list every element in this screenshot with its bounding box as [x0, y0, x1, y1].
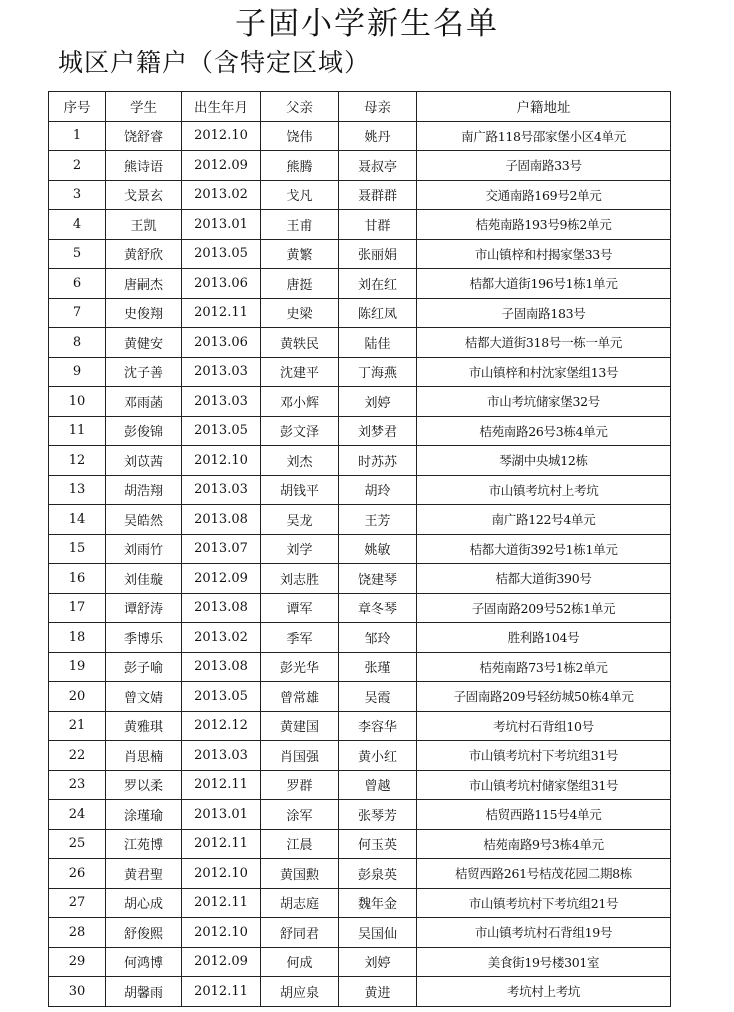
cell-student-name: 黄雅琪	[106, 711, 182, 741]
cell-father-name: 谭军	[261, 593, 339, 623]
cell-father-name: 胡应泉	[261, 977, 339, 1007]
cell-student-name: 刘佳璇	[106, 564, 182, 594]
cell-birth-date: 2013.08	[182, 652, 261, 682]
cell-mother-name: 吴霞	[339, 682, 417, 712]
cell-father-name: 沈建平	[261, 357, 339, 387]
cell-father-name: 王甫	[261, 210, 339, 240]
cell-birth-date: 2012.09	[182, 947, 261, 977]
cell-student-name: 黄君聖	[106, 859, 182, 889]
cell-birth-date: 2013.08	[182, 505, 261, 535]
cell-father-name: 罗群	[261, 770, 339, 800]
cell-father-name: 舒同君	[261, 918, 339, 948]
cell-father-name: 熊腾	[261, 151, 339, 181]
cell-student-name: 黄健安	[106, 328, 182, 358]
cell-mother-name: 李容华	[339, 711, 417, 741]
table-row	[49, 829, 671, 859]
cell-father-name: 季军	[261, 623, 339, 653]
cell-father-name: 唐挺	[261, 269, 339, 299]
cell-birth-date: 2012.11	[182, 888, 261, 918]
cell-student-name: 史俊翔	[106, 298, 182, 328]
cell-student-name: 何鸿博	[106, 947, 182, 977]
cell-serial-number: 8	[49, 328, 106, 358]
cell-address: 南广路118号邵家堡小区4单元	[417, 121, 671, 151]
cell-birth-date: 2013.03	[182, 475, 261, 505]
table-row	[49, 269, 671, 299]
cell-mother-name: 黄小红	[339, 741, 417, 771]
table-row	[49, 888, 671, 918]
cell-birth-date: 2012.09	[182, 151, 261, 181]
cell-birth-date: 2013.01	[182, 800, 261, 830]
cell-address: 市山镇考坑村上考坑	[417, 475, 671, 505]
cell-address: 子固南路33号	[417, 151, 671, 181]
cell-serial-number: 15	[49, 534, 106, 564]
table-row	[49, 564, 671, 594]
cell-serial-number: 13	[49, 475, 106, 505]
cell-mother-name: 张瑾	[339, 652, 417, 682]
cell-address: 市山镇梓和村沈家堡组13号	[417, 357, 671, 387]
cell-birth-date: 2013.03	[182, 387, 261, 417]
cell-serial-number: 24	[49, 800, 106, 830]
cell-student-name: 刘雨竹	[106, 534, 182, 564]
cell-father-name: 何成	[261, 947, 339, 977]
table-header-row	[49, 92, 671, 122]
header-student: 学生	[106, 92, 182, 122]
cell-serial-number: 3	[49, 180, 106, 210]
table-row	[49, 151, 671, 181]
cell-student-name: 谭舒涛	[106, 593, 182, 623]
cell-mother-name: 陈红凤	[339, 298, 417, 328]
cell-address: 市山考坑储家堡32号	[417, 387, 671, 417]
cell-serial-number: 4	[49, 210, 106, 240]
cell-student-name: 胡浩翔	[106, 475, 182, 505]
cell-birth-date: 2013.05	[182, 416, 261, 446]
table-row	[49, 682, 671, 712]
table-row	[49, 328, 671, 358]
cell-serial-number: 9	[49, 357, 106, 387]
cell-father-name: 戈凡	[261, 180, 339, 210]
cell-student-name: 沈子善	[106, 357, 182, 387]
header-father: 父亲	[261, 92, 339, 122]
cell-student-name: 刘苡茜	[106, 446, 182, 476]
table-row	[49, 239, 671, 269]
cell-serial-number: 7	[49, 298, 106, 328]
cell-serial-number: 6	[49, 269, 106, 299]
cell-birth-date: 2013.08	[182, 593, 261, 623]
cell-serial-number: 27	[49, 888, 106, 918]
cell-mother-name: 聂叔亭	[339, 151, 417, 181]
cell-father-name: 黄繁	[261, 239, 339, 269]
cell-student-name: 熊诗语	[106, 151, 182, 181]
table-row	[49, 357, 671, 387]
cell-student-name: 涂瑾瑜	[106, 800, 182, 830]
cell-student-name: 邓雨菡	[106, 387, 182, 417]
cell-address: 南广路122号4单元	[417, 505, 671, 535]
cell-birth-date: 2013.01	[182, 210, 261, 240]
cell-mother-name: 陆佳	[339, 328, 417, 358]
cell-mother-name: 张丽娟	[339, 239, 417, 269]
cell-mother-name: 彭泉英	[339, 859, 417, 889]
cell-birth-date: 2013.06	[182, 328, 261, 358]
table-body	[49, 121, 671, 1006]
cell-address: 考坑村上考坑	[417, 977, 671, 1007]
cell-father-name: 邓小辉	[261, 387, 339, 417]
cell-father-name: 史梁	[261, 298, 339, 328]
cell-serial-number: 11	[49, 416, 106, 446]
cell-mother-name: 王芳	[339, 505, 417, 535]
table-row	[49, 121, 671, 151]
cell-birth-date: 2013.02	[182, 623, 261, 653]
cell-father-name: 曾常雄	[261, 682, 339, 712]
cell-address: 桔苑南路26号3栋4单元	[417, 416, 671, 446]
cell-mother-name: 刘婷	[339, 947, 417, 977]
cell-father-name: 彭文泽	[261, 416, 339, 446]
cell-father-name: 胡志庭	[261, 888, 339, 918]
cell-father-name: 吴龙	[261, 505, 339, 535]
cell-mother-name: 时苏苏	[339, 446, 417, 476]
cell-mother-name: 刘梦君	[339, 416, 417, 446]
cell-birth-date: 2013.03	[182, 357, 261, 387]
cell-address: 桔都大道街392号1栋1单元	[417, 534, 671, 564]
cell-serial-number: 17	[49, 593, 106, 623]
cell-mother-name: 姚敏	[339, 534, 417, 564]
cell-birth-date: 2013.03	[182, 741, 261, 771]
cell-birth-date: 2013.05	[182, 239, 261, 269]
header-birth-date: 出生年月	[182, 92, 261, 122]
cell-mother-name: 黄进	[339, 977, 417, 1007]
cell-birth-date: 2013.05	[182, 682, 261, 712]
cell-serial-number: 12	[49, 446, 106, 476]
cell-student-name: 肖思楠	[106, 741, 182, 771]
header-mother: 母亲	[339, 92, 417, 122]
table-row	[49, 210, 671, 240]
cell-father-name: 涂军	[261, 800, 339, 830]
cell-mother-name: 饶建琴	[339, 564, 417, 594]
cell-father-name: 刘志胜	[261, 564, 339, 594]
cell-student-name: 戈景玄	[106, 180, 182, 210]
cell-mother-name: 吴国仙	[339, 918, 417, 948]
section-subtitle: 城区户籍户（含特定区域）	[58, 48, 371, 77]
cell-mother-name: 邹玲	[339, 623, 417, 653]
table-row	[49, 918, 671, 948]
cell-birth-date: 2012.10	[182, 446, 261, 476]
cell-student-name: 王凯	[106, 210, 182, 240]
cell-serial-number: 25	[49, 829, 106, 859]
table-row	[49, 770, 671, 800]
cell-father-name: 胡钱平	[261, 475, 339, 505]
cell-serial-number: 23	[49, 770, 106, 800]
cell-father-name: 黄建国	[261, 711, 339, 741]
cell-mother-name: 何玉英	[339, 829, 417, 859]
cell-address: 市山镇考坑村石背组19号	[417, 918, 671, 948]
cell-address: 市山镇梓和村揭家堡33号	[417, 239, 671, 269]
cell-serial-number: 14	[49, 505, 106, 535]
cell-student-name: 罗以柔	[106, 770, 182, 800]
cell-mother-name: 聂群群	[339, 180, 417, 210]
cell-birth-date: 2013.02	[182, 180, 261, 210]
cell-student-name: 黄舒欣	[106, 239, 182, 269]
cell-student-name: 季博乐	[106, 623, 182, 653]
cell-serial-number: 5	[49, 239, 106, 269]
cell-student-name: 唐嗣杰	[106, 269, 182, 299]
table-row	[49, 505, 671, 535]
cell-birth-date: 2012.10	[182, 121, 261, 151]
cell-address: 市山镇考坑村下考坑组31号	[417, 741, 671, 771]
cell-mother-name: 甘群	[339, 210, 417, 240]
cell-father-name: 刘杰	[261, 446, 339, 476]
cell-address: 市山镇考坑村下考坑组21号	[417, 888, 671, 918]
table-row	[49, 593, 671, 623]
table-row	[49, 180, 671, 210]
cell-serial-number: 28	[49, 918, 106, 948]
cell-mother-name: 姚丹	[339, 121, 417, 151]
cell-father-name: 江晨	[261, 829, 339, 859]
cell-serial-number: 26	[49, 859, 106, 889]
cell-serial-number: 30	[49, 977, 106, 1007]
cell-address: 桔贸西路115号4单元	[417, 800, 671, 830]
cell-birth-date: 2012.11	[182, 770, 261, 800]
cell-address: 胜利路104号	[417, 623, 671, 653]
cell-birth-date: 2012.11	[182, 829, 261, 859]
table-row	[49, 711, 671, 741]
cell-student-name: 彭子喻	[106, 652, 182, 682]
cell-student-name: 胡心成	[106, 888, 182, 918]
header-household-address: 户籍地址	[417, 92, 671, 122]
cell-father-name: 黄国勲	[261, 859, 339, 889]
cell-mother-name: 刘婷	[339, 387, 417, 417]
cell-address: 交通南路169号2单元	[417, 180, 671, 210]
cell-serial-number: 22	[49, 741, 106, 771]
cell-birth-date: 2012.12	[182, 711, 261, 741]
cell-birth-date: 2012.11	[182, 298, 261, 328]
table-row	[49, 416, 671, 446]
cell-address: 市山镇考坑村储家堡组31号	[417, 770, 671, 800]
cell-birth-date: 2012.09	[182, 564, 261, 594]
cell-address: 琴湖中央城12栋	[417, 446, 671, 476]
cell-father-name: 彭光华	[261, 652, 339, 682]
cell-mother-name: 曾越	[339, 770, 417, 800]
cell-mother-name: 魏年金	[339, 888, 417, 918]
cell-address: 桔都大道街196号1栋1单元	[417, 269, 671, 299]
table-row	[49, 298, 671, 328]
cell-address: 桔苑南路9号3栋4单元	[417, 829, 671, 859]
cell-student-name: 彭俊锦	[106, 416, 182, 446]
cell-serial-number: 29	[49, 947, 106, 977]
table-row	[49, 800, 671, 830]
cell-address: 桔都大道街390号	[417, 564, 671, 594]
student-roster-table	[48, 91, 671, 1007]
table-row	[49, 977, 671, 1007]
cell-address: 美食街19号楼301室	[417, 947, 671, 977]
cell-birth-date: 2012.10	[182, 918, 261, 948]
cell-father-name: 黄轶民	[261, 328, 339, 358]
cell-address: 考坑村石背组10号	[417, 711, 671, 741]
cell-student-name: 吴皓然	[106, 505, 182, 535]
cell-father-name: 肖国强	[261, 741, 339, 771]
cell-address: 桔苑南路193号9栋2单元	[417, 210, 671, 240]
cell-address: 桔苑南路73号1栋2单元	[417, 652, 671, 682]
cell-serial-number: 21	[49, 711, 106, 741]
cell-birth-date: 2013.06	[182, 269, 261, 299]
cell-student-name: 曾文婧	[106, 682, 182, 712]
cell-serial-number: 10	[49, 387, 106, 417]
cell-serial-number: 16	[49, 564, 106, 594]
cell-serial-number: 1	[49, 121, 106, 151]
cell-father-name: 饶伟	[261, 121, 339, 151]
header-serial-number: 序号	[49, 92, 106, 122]
table-row	[49, 475, 671, 505]
cell-student-name: 饶舒睿	[106, 121, 182, 151]
table-row	[49, 387, 671, 417]
table-row	[49, 947, 671, 977]
table-row	[49, 623, 671, 653]
page-title: 子固小学新生名单	[235, 6, 499, 42]
cell-birth-date: 2013.07	[182, 534, 261, 564]
cell-serial-number: 20	[49, 682, 106, 712]
cell-address: 子固南路209号52栋1单元	[417, 593, 671, 623]
cell-student-name: 江苑博	[106, 829, 182, 859]
cell-birth-date: 2012.11	[182, 977, 261, 1007]
cell-mother-name: 胡玲	[339, 475, 417, 505]
cell-birth-date: 2012.10	[182, 859, 261, 889]
table-row	[49, 652, 671, 682]
table-row	[49, 446, 671, 476]
cell-address: 桔贸西路261号桔茂花园二期8栋	[417, 859, 671, 889]
cell-serial-number: 19	[49, 652, 106, 682]
cell-address: 子固南路183号	[417, 298, 671, 328]
cell-student-name: 舒俊熙	[106, 918, 182, 948]
table-row	[49, 534, 671, 564]
cell-mother-name: 张琴芳	[339, 800, 417, 830]
cell-student-name: 胡馨雨	[106, 977, 182, 1007]
cell-father-name: 刘学	[261, 534, 339, 564]
cell-mother-name: 章冬琴	[339, 593, 417, 623]
table-row	[49, 741, 671, 771]
table-row	[49, 859, 671, 889]
cell-mother-name: 刘在红	[339, 269, 417, 299]
cell-serial-number: 18	[49, 623, 106, 653]
cell-address: 子固南路209号轻纺城50栋4单元	[417, 682, 671, 712]
cell-address: 桔都大道街318号一栋一单元	[417, 328, 671, 358]
cell-mother-name: 丁海燕	[339, 357, 417, 387]
cell-serial-number: 2	[49, 151, 106, 181]
